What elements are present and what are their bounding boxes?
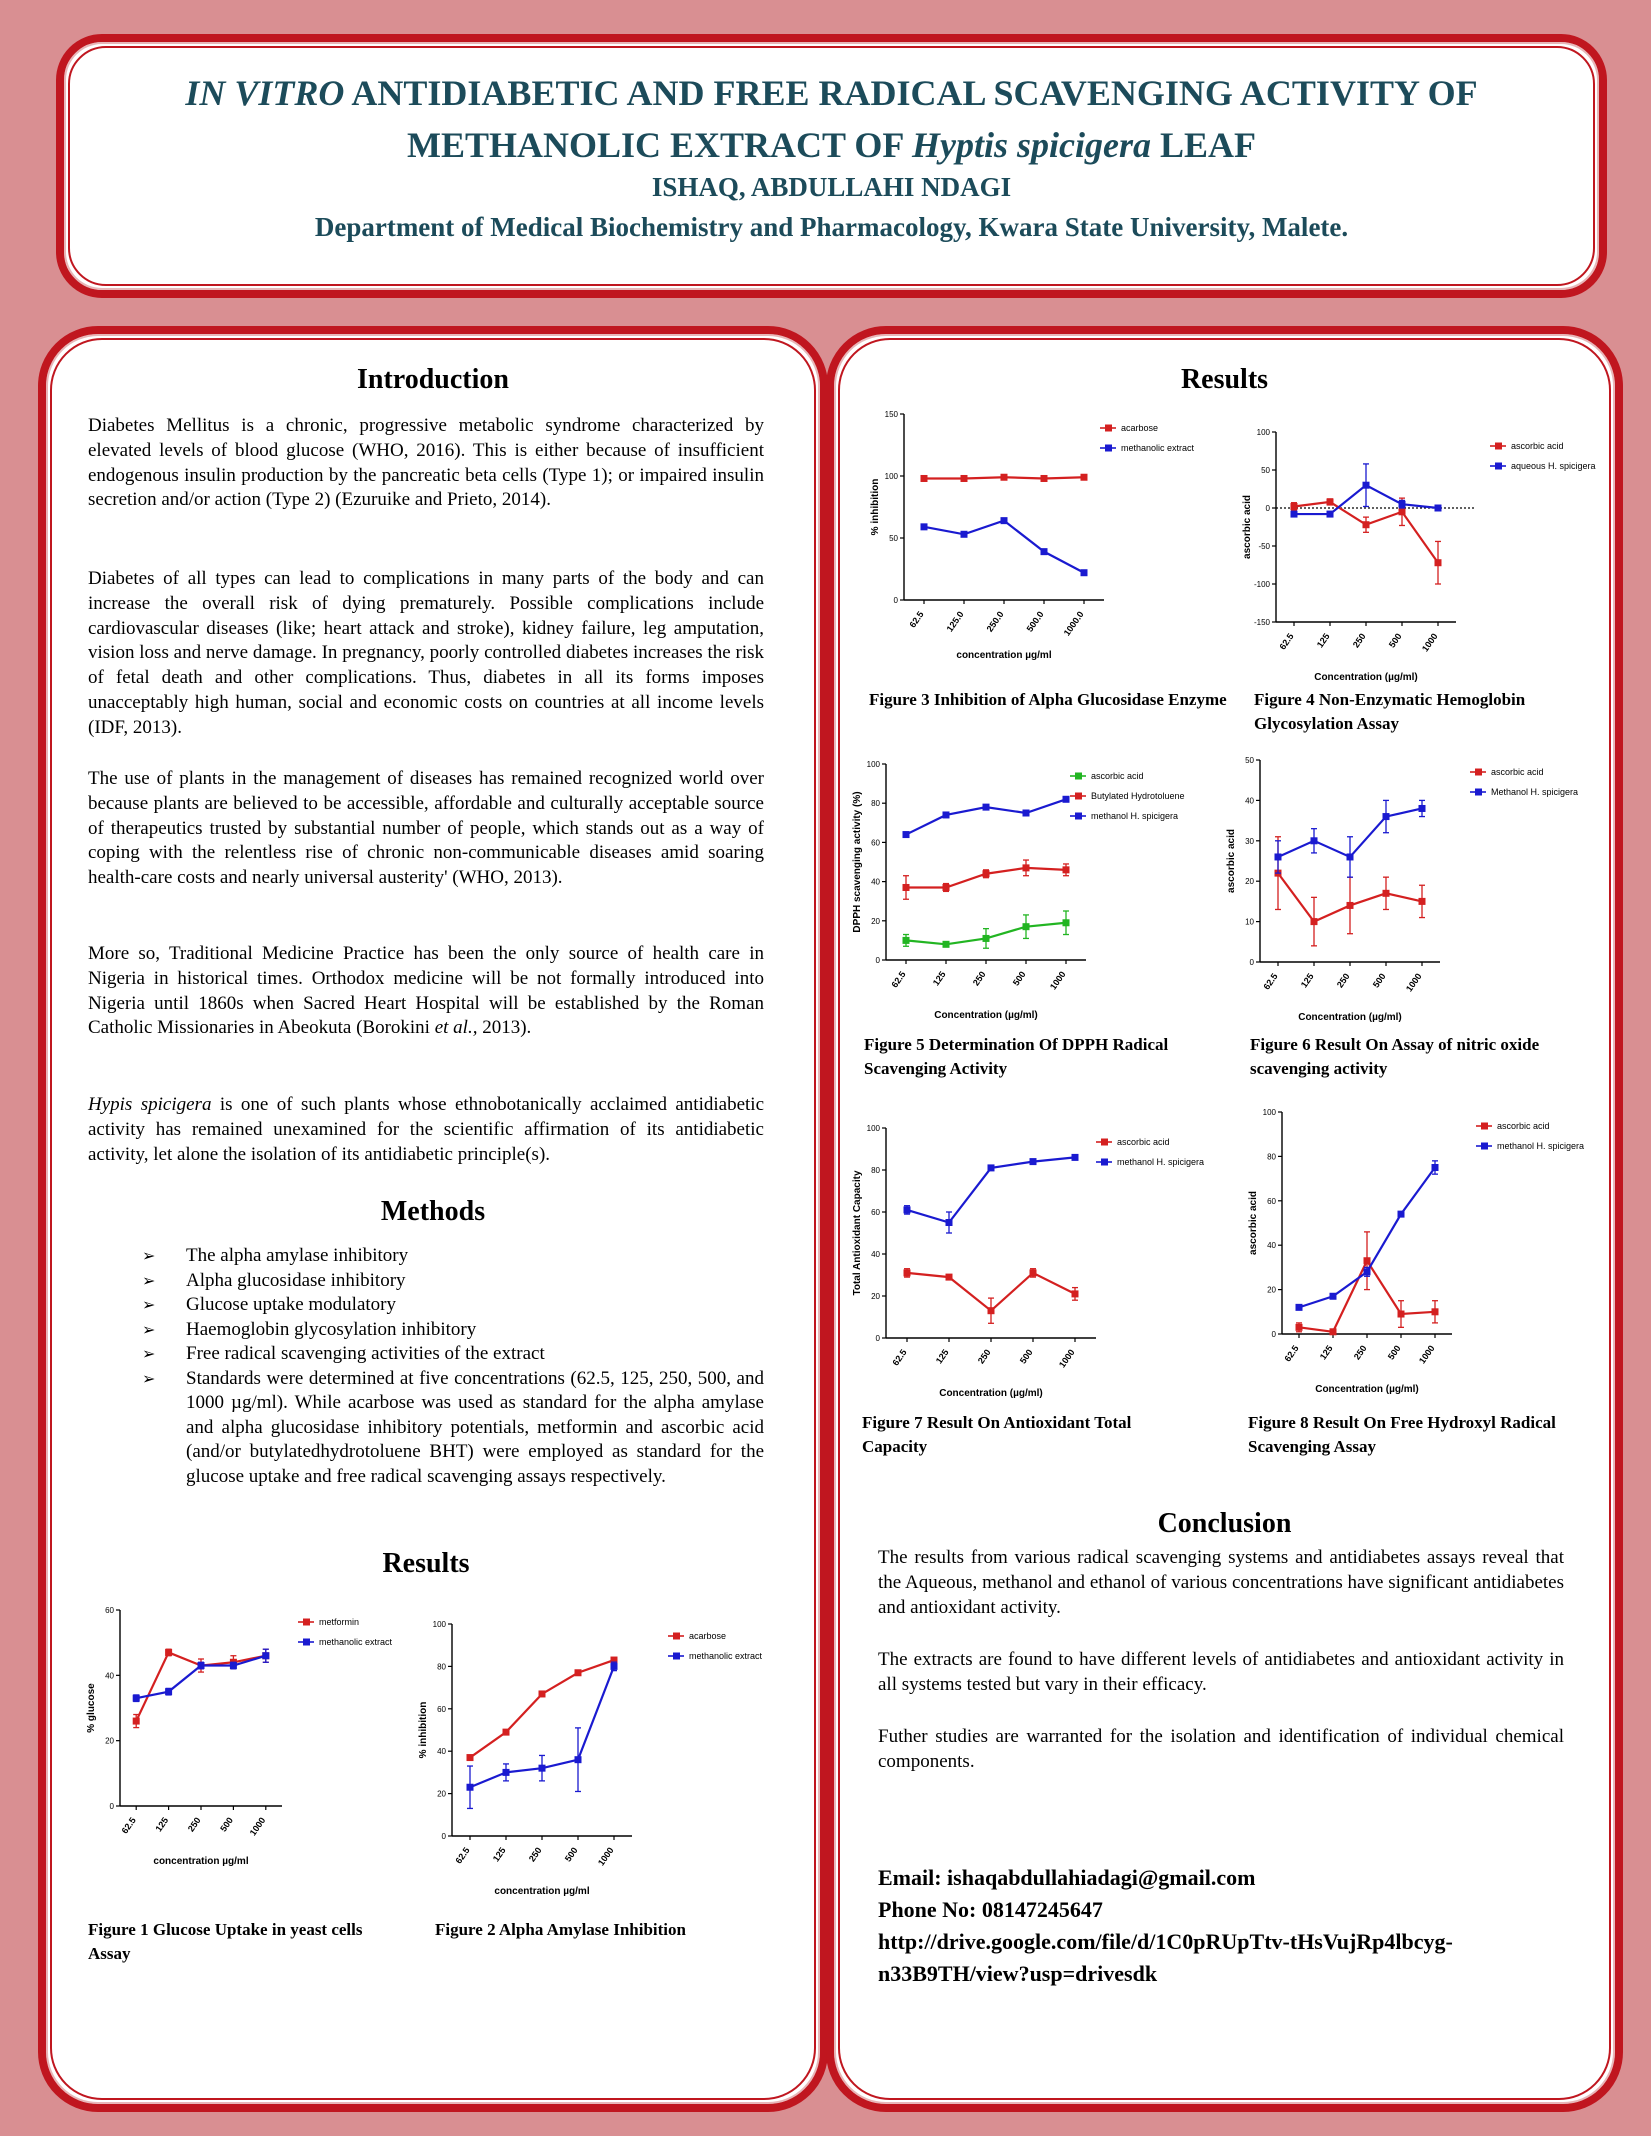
- figure-1-chart: [82, 1600, 412, 1900]
- data-point: [503, 1769, 510, 1776]
- figure-2-caption: Figure 2 Alpha Amylase Inhibition: [435, 1920, 686, 1939]
- p5-italic: Hypis spicigera: [88, 1094, 212, 1115]
- x-tick-label: 500: [1385, 1343, 1403, 1362]
- methods-item: ➢ Free radical scavenging activities of the extract: [100, 1342, 764, 1367]
- x-tick-label: 250: [185, 1815, 203, 1834]
- figure-6-chart: [1218, 752, 1588, 1022]
- data-point: [988, 1307, 995, 1314]
- legend-swatch-marker: [1105, 445, 1112, 452]
- data-point: [1363, 482, 1370, 489]
- data-point: [1001, 517, 1008, 524]
- y-tick-label: 0: [441, 1832, 446, 1841]
- y-tick-label: 40: [871, 877, 880, 887]
- intro-paragraph-5: [88, 1093, 764, 1167]
- x-axis-label: concentration µg/ml: [494, 1886, 590, 1897]
- data-point: [1419, 805, 1426, 812]
- legend-label: ascorbic acid: [1491, 767, 1544, 777]
- legend-swatch-marker: [1475, 769, 1482, 776]
- legend-label: methanolic extract: [1121, 443, 1195, 453]
- intro-paragraph-1: Diabetes Mellitus is a chronic, progressive metabolic syndrome characterized by elevated levels of blood glucose (WHO, 2016). This is either because of insufficient endogenous insulin production by the pancreatic beta cells (Type 1); or impaired insulin secretion and/or action (Type 2) (Ezuruike and Prieto, 2014).: [88, 415, 764, 511]
- y-tick-label: 100: [866, 1124, 880, 1133]
- data-point: [1041, 548, 1048, 555]
- y-tick-label: 0: [1271, 1330, 1276, 1339]
- x-tick-label: 250: [975, 1347, 993, 1366]
- legend-swatch-marker: [303, 1639, 310, 1646]
- data-point: [1398, 1211, 1405, 1218]
- data-point: [198, 1662, 205, 1669]
- fig3-svg: [862, 410, 1222, 680]
- conclusion-heading: Conclusion: [1157, 1508, 1292, 1539]
- drive-link-line1[interactable]: http://drive.google.com/file/d/1C0pRUpTtv-tHsVujRp4lbcyg-: [878, 1929, 1453, 1954]
- y-tick-label: 20: [1267, 1285, 1276, 1295]
- methods-item: ➢ Standards were determined at five concentrations (62.5, 125, 250, 500, and 1000 µg/ml). While acarbose was used as standard for the alpha amylase and alpha glucosidase inhibitory potentials, metformin and ascorbic acid (and/or butylatedhydrotoluene BHT) were employed as standard for the glucose uptake and free radical scavenging assays respectively.: [100, 1367, 764, 1490]
- data-point: [903, 937, 910, 944]
- figure-8-caption: Figure 8 Result On Free Hydroxyl Radical Scavenging Assay: [1248, 1413, 1556, 1456]
- data-point: [1291, 511, 1298, 518]
- p5-text: is one of such plants whose ethnobotanically acclaimed antidiabetic activity has remained unexamined for the scientific affirmation of its antidiabetic activity, let alone the isolation of its antidiabetic principle(s).: [88, 1094, 765, 1165]
- x-tick-label: 125.0: [944, 609, 966, 634]
- x-tick-label: 250: [526, 1845, 544, 1864]
- x-tick-label: 500: [1386, 631, 1404, 650]
- x-tick-label: 125: [490, 1845, 508, 1864]
- fig4-svg: [1230, 424, 1600, 684]
- fig7-svg: [850, 1124, 1220, 1404]
- conclusion-paragraph-3: Futher studies are warranted for the isolation and identification of individual chemical components.: [878, 1726, 1564, 1772]
- x-tick-label: 250: [1351, 1343, 1369, 1362]
- legend-swatch-marker: [1101, 1159, 1108, 1166]
- data-point: [943, 941, 950, 948]
- data-point: [1363, 521, 1370, 528]
- y-tick-label: 0: [1265, 504, 1270, 513]
- y-tick-label: 0: [109, 1802, 114, 1811]
- data-point: [133, 1718, 140, 1725]
- data-point: [1383, 813, 1390, 820]
- data-point: [1311, 837, 1318, 844]
- x-axis-label: concentration µg/ml: [153, 1856, 249, 1867]
- x-tick-label: 62.5: [119, 1815, 138, 1836]
- figure-4-caption: Figure 4 Non-Enzymatic Hemoglobin Glycosylation Assay: [1254, 690, 1526, 733]
- title-rest-part: ANTIDIABETIC AND FREE RADICAL SCAVENGING ACTIVITY OF: [344, 73, 1478, 113]
- data-point: [262, 1652, 269, 1659]
- methods-list: [100, 1244, 764, 1489]
- legend-label: ascorbic acid: [1117, 1137, 1170, 1147]
- data-point: [946, 1219, 953, 1226]
- legend-swatch-marker: [1495, 463, 1502, 470]
- data-point: [1330, 1293, 1337, 1300]
- x-axis-label: Concentration (µg/ml): [939, 1388, 1043, 1399]
- x-tick-label: 1000: [1419, 631, 1440, 654]
- y-tick-label: 0: [875, 1334, 880, 1343]
- data-point: [503, 1729, 510, 1736]
- legend-swatch-marker: [1481, 1123, 1488, 1130]
- data-point: [1399, 508, 1406, 515]
- poster-title-line2: [64, 124, 1599, 166]
- introduction-heading: Introduction: [357, 364, 509, 395]
- title2-post: LEAF: [1151, 125, 1257, 165]
- data-point: [904, 1269, 911, 1276]
- y-tick-label: 150: [884, 410, 898, 419]
- series-1: [1291, 464, 1442, 518]
- y-tick-label: 50: [1245, 756, 1254, 765]
- y-tick-label: 80: [1267, 1152, 1276, 1162]
- data-point: [1383, 890, 1390, 897]
- conclusion-paragraph-1: The results from various radical scavenging systems and antidiabetes assays reveal that the Aqueous, methanol and ethanol of various concentrations have significant antidiabetes and antioxidant activity.: [878, 1547, 1564, 1618]
- series-1: [904, 1154, 1079, 1233]
- y-tick-label: 40: [1267, 1241, 1276, 1251]
- y-tick-label: 100: [866, 760, 880, 769]
- data-point: [1001, 474, 1008, 481]
- legend-label: aqueous H. spicigera: [1511, 461, 1596, 471]
- x-tick-label: 62.5: [1277, 631, 1296, 652]
- x-tick-label: 1000: [1056, 1347, 1077, 1370]
- legend-swatch-marker: [303, 1619, 310, 1626]
- data-point: [943, 811, 950, 818]
- y-tick-label: -150: [1253, 618, 1270, 627]
- series-1: [903, 860, 1070, 899]
- contact-email[interactable]: Email: ishaqabdullahiadagi@gmail.com: [878, 1865, 1256, 1890]
- data-point: [467, 1754, 474, 1761]
- data-point: [1023, 864, 1030, 871]
- x-tick-label: 62.5: [453, 1845, 472, 1866]
- x-tick-label: 250: [1334, 971, 1352, 990]
- x-axis-label: Concentration (µg/ml): [1315, 1384, 1419, 1395]
- data-point: [1432, 1164, 1439, 1171]
- series-1: [1275, 800, 1426, 877]
- fig2-svg: [400, 1608, 770, 1908]
- data-point: [1072, 1154, 1079, 1161]
- p4-italic: et al.,: [434, 1017, 478, 1039]
- series-0: [903, 911, 1070, 948]
- y-tick-label: 20: [437, 1789, 446, 1799]
- x-tick-label: 1000.0: [1061, 609, 1086, 638]
- legend-swatch-marker: [1481, 1143, 1488, 1150]
- y-tick-label: 10: [1245, 917, 1254, 927]
- results-heading-right: Results: [1180, 364, 1269, 395]
- methods-heading: Methods: [380, 1196, 486, 1227]
- y-tick-label: 20: [871, 1292, 880, 1301]
- figure-2-chart: [400, 1608, 770, 1908]
- x-tick-label: 1000: [1047, 969, 1068, 992]
- legend-swatch-marker: [673, 1653, 680, 1660]
- methods-item: ➢ Alpha glucosidase inhibitory: [100, 1269, 764, 1294]
- data-point: [983, 804, 990, 811]
- data-point: [1435, 559, 1442, 566]
- series-0: [921, 474, 1088, 482]
- data-point: [1063, 866, 1070, 873]
- data-point: [165, 1649, 172, 1656]
- intro-paragraph-4: [88, 942, 764, 1041]
- data-point: [1041, 475, 1048, 482]
- title-italic-part: IN VITRO: [185, 73, 345, 113]
- y-tick-label: -100: [1253, 580, 1270, 589]
- data-point: [1347, 902, 1354, 909]
- species-name: Hyptis spicigera: [912, 125, 1152, 165]
- fig5-svg: [850, 756, 1230, 1026]
- x-tick-label: 62.5: [1282, 1343, 1301, 1364]
- x-tick-label: 125: [933, 1347, 951, 1366]
- results-heading-left: Results: [382, 1548, 470, 1579]
- legend-label: Butylated Hydrotoluene: [1091, 791, 1185, 801]
- x-tick-label: 62.5: [1261, 971, 1280, 992]
- data-point: [983, 935, 990, 942]
- y-axis-label: ascorbic acid: [1248, 1191, 1259, 1255]
- drive-link-line2[interactable]: n33B9TH/view?usp=drivesdk: [878, 1961, 1158, 1986]
- x-tick-label: 250: [970, 969, 988, 988]
- x-tick-label: 62.5: [907, 609, 926, 630]
- affiliation: Department of Medical Biochemistry and Pharmacology, Kwara State University, Malete.: [314, 212, 1349, 242]
- data-point: [165, 1688, 172, 1695]
- legend-swatch-marker: [1075, 793, 1082, 800]
- y-tick-label: 20: [871, 916, 880, 926]
- y-tick-label: 80: [871, 799, 880, 809]
- data-point: [1311, 918, 1318, 925]
- data-point: [1435, 505, 1442, 512]
- x-tick-label: 500: [1017, 1347, 1035, 1366]
- y-tick-label: 100: [432, 1620, 446, 1629]
- data-point: [1275, 853, 1282, 860]
- series-0: [1296, 1232, 1439, 1335]
- x-tick-label: 1000: [247, 1815, 268, 1838]
- legend-swatch-marker: [1075, 773, 1082, 780]
- figure-5-caption: Figure 5 Determination Of DPPH Radical Scavenging Activity: [864, 1035, 1169, 1078]
- x-tick-label: 62.5: [890, 1347, 909, 1368]
- figure-6-caption: Figure 6 Result On Assay of nitric oxide scavenging activity: [1250, 1035, 1540, 1078]
- legend-label: ascorbic acid: [1091, 771, 1144, 781]
- data-point: [1399, 501, 1406, 508]
- data-point: [1023, 810, 1030, 817]
- figure-1-caption: Figure 1 Glucose Uptake in yeast cells Assay: [88, 1920, 363, 1963]
- data-point: [1081, 569, 1088, 576]
- x-tick-label: 1000: [1403, 971, 1424, 994]
- header-banner: [56, 34, 1607, 298]
- legend-label: metformin: [319, 1617, 360, 1627]
- y-tick-label: 0: [893, 596, 898, 605]
- title2-pre: METHANOLIC EXTRACT OF: [406, 125, 913, 165]
- y-tick-label: 60: [871, 1208, 880, 1217]
- y-tick-label: 0: [1249, 958, 1254, 967]
- figure-4-chart: [1230, 424, 1600, 684]
- y-axis-label: Total Antioxidant Capacity: [852, 1170, 863, 1296]
- y-tick-label: 0: [875, 956, 880, 965]
- data-point: [903, 831, 910, 838]
- legend-label: methanol H. spicigera: [1091, 811, 1179, 821]
- data-point: [1296, 1324, 1303, 1331]
- series-1: [467, 1662, 618, 1808]
- data-point: [904, 1206, 911, 1213]
- series-1: [133, 1649, 270, 1702]
- y-tick-label: -50: [1258, 542, 1270, 551]
- figure-7-chart: [850, 1124, 1220, 1404]
- fig1-svg: [82, 1600, 412, 1900]
- data-point: [1398, 1311, 1405, 1318]
- x-tick-label: 125: [153, 1815, 171, 1834]
- data-point: [1023, 923, 1030, 930]
- data-point: [1296, 1304, 1303, 1311]
- legend-swatch-marker: [1475, 789, 1482, 796]
- fig8-svg: [1250, 1108, 1590, 1398]
- legend-swatch-marker: [1105, 425, 1112, 432]
- x-tick-label: 500: [1010, 969, 1028, 988]
- x-tick-label: 250.0: [984, 609, 1006, 634]
- y-tick-label: 60: [437, 1704, 446, 1714]
- conclusion-paragraph-2: The extracts are found to have different levels of antidiabetes and antioxidant activity in all systems tested but vary in their efficacy.: [878, 1649, 1564, 1695]
- figure-5-chart: [850, 756, 1230, 1026]
- legend-swatch-marker: [1075, 813, 1082, 820]
- figure-8-chart: [1250, 1108, 1590, 1398]
- legend-label: methanolic extract: [319, 1637, 393, 1647]
- data-point: [1327, 511, 1334, 518]
- x-tick-label: 1000: [595, 1845, 616, 1868]
- y-tick-label: 100: [1262, 1108, 1276, 1117]
- y-axis-label: % inhibition: [418, 1701, 429, 1759]
- y-tick-label: 50: [1261, 466, 1270, 475]
- data-point: [1030, 1158, 1037, 1165]
- y-axis-label: DPPH scavenging activity (%): [852, 791, 863, 933]
- x-tick-label: 500.0: [1024, 609, 1046, 634]
- y-tick-label: 20: [1245, 877, 1254, 887]
- data-point: [921, 475, 928, 482]
- data-point: [1063, 919, 1070, 926]
- x-axis-label: Concentration (µg/ml): [934, 1010, 1038, 1021]
- y-tick-label: 80: [437, 1662, 446, 1672]
- legend-label: ascorbic acid: [1511, 441, 1564, 451]
- p4-text-a: More so, Traditional Medicine Practice has been the only source of health care in Nigeria in historical times. Orthodox medicine will be not formally introduced into Nigeria until 1860s when Sacred Heart Hospital will be established by the Roman Catholic Missionaries in Abeokuta (Borokini: [88, 943, 764, 1039]
- series-line: [470, 1660, 614, 1758]
- data-point: [1072, 1290, 1079, 1297]
- legend-label: ascorbic acid: [1497, 1121, 1550, 1131]
- y-tick-label: 50: [889, 534, 898, 543]
- figure-3-caption: Figure 3 Inhibition of Alpha Glucosidase Enzyme: [869, 690, 1227, 709]
- legend-swatch-marker: [1101, 1139, 1108, 1146]
- y-tick-label: 80: [871, 1166, 880, 1175]
- y-tick-label: 40: [1245, 796, 1254, 806]
- data-point: [1291, 503, 1298, 510]
- series-0: [904, 1269, 1079, 1324]
- series-1: [921, 517, 1088, 576]
- legend-label: methanol H. spicigera: [1497, 1141, 1585, 1151]
- y-axis-label: ascorbic acid: [1226, 829, 1237, 893]
- legend-swatch-marker: [673, 1633, 680, 1640]
- x-tick-label: 125: [930, 969, 948, 988]
- methods-item: ➢ The alpha amylase inhibitory: [100, 1244, 764, 1269]
- intro-paragraph-3: The use of plants in the management of diseases has remained recognized world over because plants are believed to be accessible, affordable and culturally acceptable source of therapeutics trusted by substantial number of people, which stands out as a way of coping with the relentless rise of chronic non-communicable diseases amid soaring health-care costs and nearly universal austerity' (WHO, 2013).: [88, 768, 764, 889]
- y-axis-label: % inhibition: [870, 478, 881, 536]
- data-point: [467, 1784, 474, 1791]
- y-tick-label: 30: [1245, 836, 1254, 846]
- author-name: ISHAQ, ABDULLAHI NDAGI: [651, 172, 1012, 202]
- data-point: [903, 884, 910, 891]
- data-point: [988, 1164, 995, 1171]
- x-tick-label: 125: [1317, 1343, 1335, 1362]
- y-tick-label: 40: [105, 1671, 114, 1681]
- poster-title-line1: [64, 72, 1599, 114]
- y-axis-label: % glucose: [86, 1683, 97, 1733]
- x-tick-label: 500: [1370, 971, 1388, 990]
- series-0: [467, 1657, 618, 1762]
- series-line: [924, 521, 1084, 573]
- data-point: [230, 1662, 237, 1669]
- data-point: [921, 523, 928, 530]
- figure-7-caption: Figure 7 Result On Antioxidant Total Capacity: [862, 1413, 1132, 1456]
- data-point: [575, 1669, 582, 1676]
- y-tick-label: 60: [1267, 1196, 1276, 1206]
- data-point: [946, 1274, 953, 1281]
- legend-label: acarbose: [1121, 423, 1159, 433]
- data-point: [1364, 1268, 1371, 1275]
- intro-paragraph-2: Diabetes of all types can lead to complications in many parts of the body and can increase the overall risk of dying prematurely. Possible complications include cardiovascular diseases (like; heart attack and stroke), kidney failure, leg amputation, vision loss and nerve damage. In pregnancy, poorly controlled diabetes increases the risk of fetal death and other complications. Thus, diabetes in all its forms imposes unacceptably high human, social and economic costs on countries at all income levels (IDF, 2013).: [88, 568, 764, 738]
- data-point: [1330, 1328, 1337, 1335]
- y-tick-label: 60: [871, 838, 880, 848]
- data-point: [1419, 898, 1426, 905]
- data-point: [539, 1765, 546, 1772]
- data-point: [539, 1690, 546, 1697]
- data-point: [611, 1663, 618, 1670]
- y-tick-label: 100: [884, 472, 898, 481]
- x-tick-label: 125: [1314, 631, 1332, 650]
- y-tick-label: 60: [105, 1606, 114, 1615]
- data-point: [943, 884, 950, 891]
- legend-label: methanolic extract: [689, 1651, 763, 1661]
- methods-item: ➢ Haemoglobin glycosylation inhibitory: [100, 1318, 764, 1343]
- data-point: [961, 475, 968, 482]
- legend-swatch-marker: [1495, 443, 1502, 450]
- x-tick-label: 125: [1298, 971, 1316, 990]
- y-tick-label: 40: [871, 1250, 880, 1259]
- data-point: [133, 1695, 140, 1702]
- y-tick-label: 40: [437, 1747, 446, 1757]
- data-point: [1347, 853, 1354, 860]
- data-point: [1364, 1257, 1371, 1264]
- data-point: [575, 1756, 582, 1763]
- x-axis-label: concentration µg/ml: [956, 650, 1052, 661]
- methods-item: ➢ Glucose uptake modulatory: [100, 1293, 764, 1318]
- legend-label: acarbose: [689, 1631, 727, 1641]
- x-axis-label: Concentration (µg/ml): [1314, 672, 1418, 683]
- fig6-svg: [1218, 752, 1588, 1022]
- y-tick-label: 100: [1256, 428, 1270, 437]
- x-tick-label: 500: [218, 1815, 236, 1834]
- data-point: [961, 531, 968, 538]
- legend-label: Methanol H. spicigera: [1491, 787, 1579, 797]
- p4-text-b: 2013).: [477, 1017, 532, 1039]
- contact-phone: Phone No: 08147245647: [878, 1897, 1103, 1922]
- y-tick-label: 20: [105, 1736, 114, 1746]
- legend-label: methanol H. spicigera: [1117, 1157, 1205, 1167]
- x-tick-label: 62.5: [889, 969, 908, 990]
- x-tick-label: 500: [562, 1845, 580, 1864]
- x-tick-label: 1000: [1416, 1343, 1437, 1366]
- y-axis-label: ascorbic acid: [1242, 495, 1253, 559]
- data-point: [1063, 796, 1070, 803]
- figure-3-chart: [862, 410, 1222, 680]
- data-point: [1432, 1308, 1439, 1315]
- data-point: [1081, 474, 1088, 481]
- data-point: [1030, 1269, 1037, 1276]
- data-point: [1327, 498, 1334, 505]
- series-0: [1291, 498, 1442, 584]
- series-2: [903, 796, 1070, 838]
- data-point: [983, 870, 990, 877]
- x-tick-label: 250: [1350, 631, 1368, 650]
- x-axis-label: Concentration (µg/ml): [1298, 1012, 1402, 1023]
